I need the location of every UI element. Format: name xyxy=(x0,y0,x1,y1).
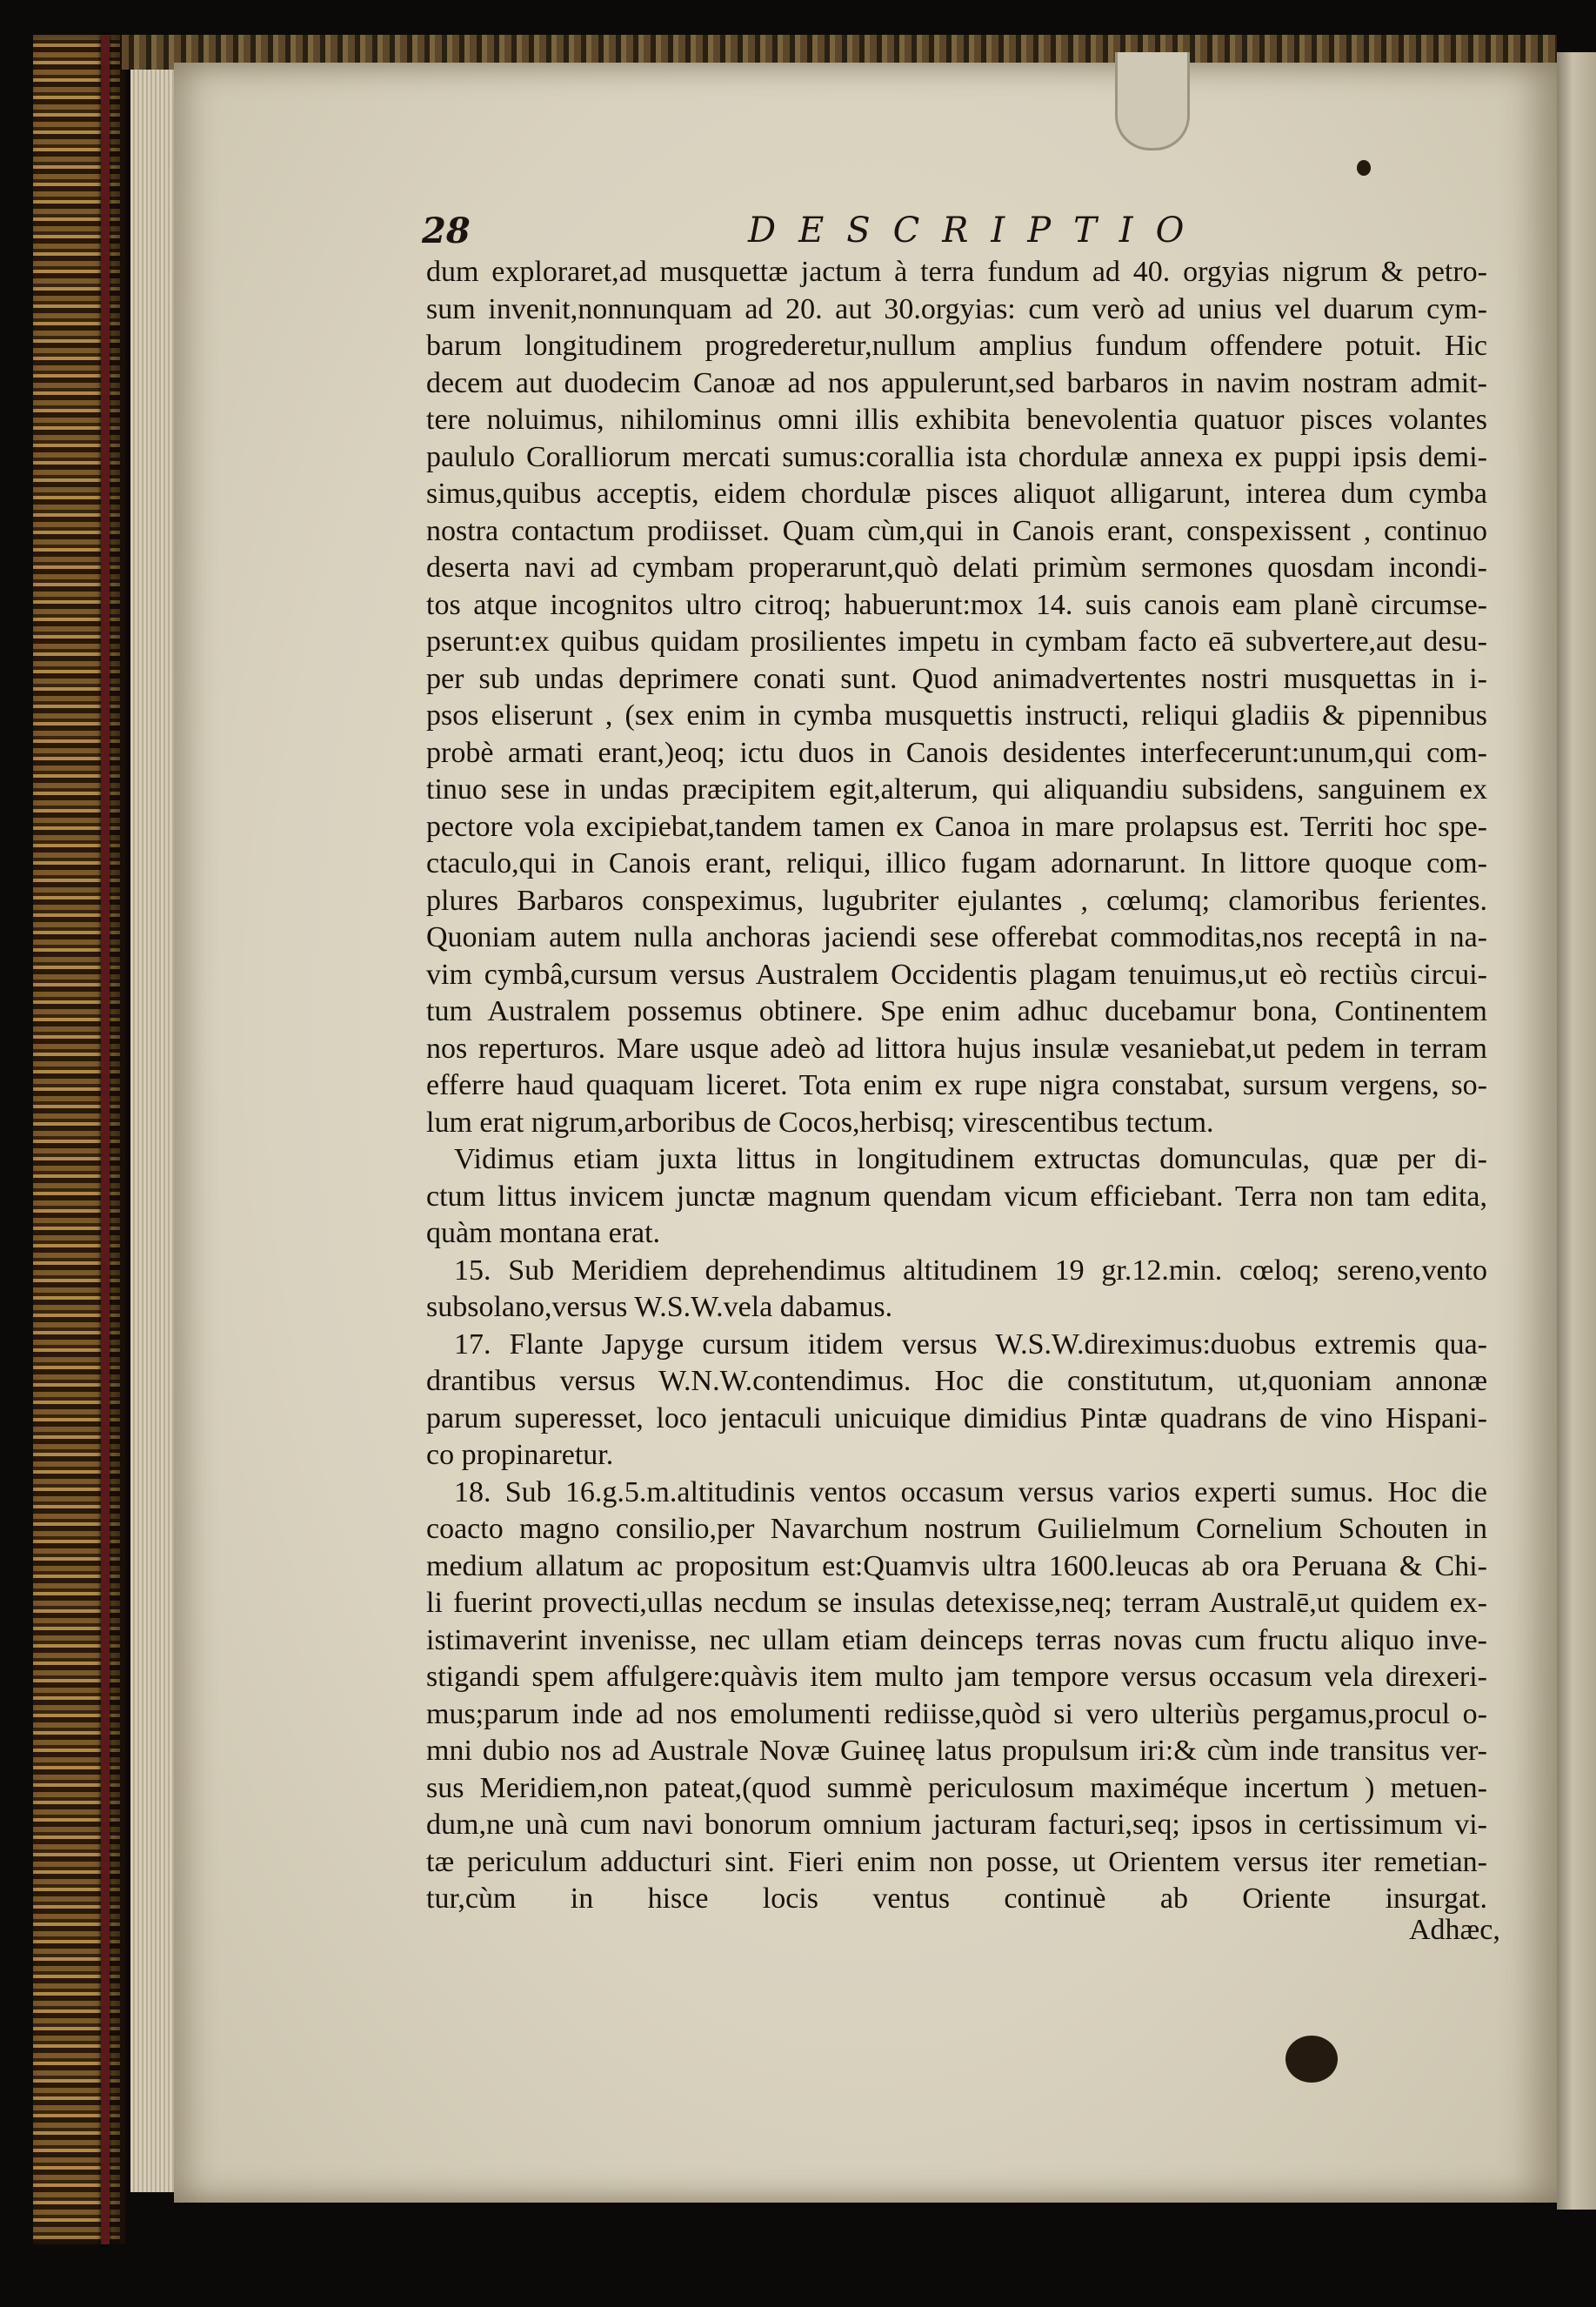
text-line: pserunt:ex quibus quidam prosilientes impetu in cymbam facto eā subvertere,aut desu- xyxy=(426,625,1487,658)
text-line: stigandi spem affulgere:quàvis item multo jam tempore versus occasum vela direxeri- xyxy=(426,1661,1487,1693)
text-line: 15. Sub Meridiem deprehendimus altitudinem 19 gr.12.min. cœloq; sereno,vento xyxy=(454,1254,1487,1287)
text-line: parum superesset, loco jentaculi unicuique dimidius Pintæ quadrans de vino Hispani- xyxy=(426,1401,1487,1434)
text-line: per sub undas deprimere conati sunt. Quod animadvertentes nostri musquettas in i- xyxy=(426,662,1487,695)
text-line: nos reperturos. Mare usque adeò ad littora hujus insulæ vesaniebat,ut pedem in terram xyxy=(426,1032,1487,1065)
text-line: probè armati erant,)eoq; ictu duos in Canois desidentes interfecerunt:unum,qui com- xyxy=(426,736,1487,769)
text-line: sus Meridiem,non pateat,(quod summè periculosum maximéque incertum ) metuen- xyxy=(426,1771,1487,1804)
text-line: medium allatum ac propositum est:Quamvis ultra 1600.leucas ab ora Peruana & Chi- xyxy=(426,1549,1487,1582)
text-line: nostra contactum prodiisset. Quam cùm,qui in Canois erant, conspexissent , continuo xyxy=(426,514,1487,547)
text-line: vim cymbâ,cursum versus Australem Occidentis plagam tenuimus,ut eò rectiùs circui- xyxy=(426,958,1487,991)
text-line: li fuerint provecti,ullas necdum se insulas detexisse,neq; terram Australē,ut quidem ex- xyxy=(426,1587,1487,1619)
text-line: barum longitudinem progrederetur,nullum amplius fundum offendere potuit. Hic xyxy=(426,330,1487,362)
text-line: istimaverint invenisse, nec ullam etiam deinceps terras novas cum fructu aliquo inve- xyxy=(426,1623,1487,1656)
text-line: ctaculo,qui in Canois erant, reliqui, illico fugam adornarunt. In littore quoque com- xyxy=(426,847,1487,879)
text-line: tinuo sese in undas præcipitem egit,alterum, qui aliquandiu subsidens, sanguinem ex xyxy=(426,773,1487,806)
text-line: subsolano,versus W.S.W.vela dabamus. xyxy=(426,1291,893,1323)
text-line: dum,ne unà cum navi bonorum omnium jacturam facturi,seq; ipsos in certissimum vi- xyxy=(426,1809,1487,1841)
ink-spot xyxy=(1357,160,1371,176)
text-line: decem aut duodecim Canoæ ad nos appulerunt,sed barbaros in navim nostram admit- xyxy=(426,366,1487,399)
text-line: mni dubio nos ad Australe Novæ Guineę latus propulsum iri:& cùm inde transitus ver- xyxy=(426,1735,1487,1767)
text-line: sum invenit,nonnunquam ad 20. aut 30.orgyias: cum verò ad unius vel duarum cym- xyxy=(426,292,1487,325)
text-line: mus;parum inde ad nos emolumenti rediisse,quòd si vero ulteriùs pergamus,procul o- xyxy=(426,1697,1487,1730)
text-line: deserta navi ad cymbam properarunt,quò delati primùm sermones quosdam incondi- xyxy=(426,552,1487,584)
text-line: Vidimus etiam juxta littus in longitudinem extructas domunculas, quæ per di- xyxy=(454,1143,1487,1175)
text-line: drantibus versus W.N.W.contendimus. Hoc die constitutum, ut,quoniam annonæ xyxy=(426,1365,1487,1397)
text-line: simus,quibus acceptis, eidem chordulæ pisces aliquot alligarunt, interea dum cymba xyxy=(426,478,1487,510)
text-line: Quoniam autem nulla anchoras jaciendi sese offerebat commoditas,nos receptâ in na- xyxy=(426,921,1487,953)
text-line: 17. Flante Japyge cursum itidem versus W.S.W.direximus:duobus extremis qua- xyxy=(454,1327,1487,1361)
text-line: co propinaretur. xyxy=(426,1439,614,1471)
text-line: dum exploraret,ad musquettæ jactum à terra fundum ad 40. orgyias nigrum & petro- xyxy=(426,256,1487,288)
text-line: tere noluimus, nihilominus omni illis exhibita benevolentia quatuor pisces volantes xyxy=(426,404,1487,436)
text-line: tos atque incognitos ultro citroq; habuerunt:mox 14. suis canois eam planè circumse- xyxy=(426,588,1487,621)
page-number: 28 xyxy=(422,211,471,251)
text-line: pectore vola excipiebat,tandem tamen ex Canoa in mare prolapsus est. Territi hoc spe- xyxy=(426,810,1487,843)
book-spine xyxy=(33,35,125,2244)
facing-page-edge xyxy=(1557,52,1596,2210)
text-line: plures Barbaros conspeximus, lugubriter ejulantes , cœlumq; clamoribus ferientes. xyxy=(426,884,1487,917)
text-line: 18. Sub 16.g.5.m.altitudinis ventos occasum versus varios experti sumus. Hoc die xyxy=(454,1475,1487,1508)
ink-spot xyxy=(1285,2036,1338,2083)
text-line: coacto magno consilio,per Navarchum nostrum Guilielmum Cornelium Schouten in xyxy=(426,1513,1487,1545)
text-line: lum erat nigrum,arboribus de Cocos,herbisq; virescentibus tectum. xyxy=(426,1106,1214,1139)
text-line: paululo Coralliorum mercati sumus:corallia ista chordulæ annexa ex puppi ipsis demi- xyxy=(426,440,1487,473)
text-line: tur,cùm in hisce locis ventus continuè ab Oriente insurgat. xyxy=(426,1882,1487,1915)
body-text xyxy=(426,254,1487,1918)
text-line: tæ periculum adducturi sint. Fieri enim non posse, ut Orientem versus iter remetian- xyxy=(426,1845,1487,1878)
text-line: quàm montana erat. xyxy=(426,1217,661,1249)
catchword: Adhæc, xyxy=(1409,1914,1500,1946)
text-line: tum Australem possemus obtinere. Spe enim adhuc ducebamur bona, Continentem xyxy=(426,995,1487,1027)
running-head: DESCRIPTIO xyxy=(748,211,1207,251)
page-tab xyxy=(1115,52,1190,150)
text-line: psos eliserunt , (sex enim in cymba musquettis instructi, reliqui gladiis & pipennibus xyxy=(426,699,1487,732)
text-line: efferre haud quaquam liceret. Tota enim ex rupe nigra constabat, sursum vergens, so- xyxy=(426,1069,1487,1101)
text-line: ctum littus invicem junctæ magnum quendam vicum efficiebant. Terra non tam edita, xyxy=(426,1180,1487,1213)
